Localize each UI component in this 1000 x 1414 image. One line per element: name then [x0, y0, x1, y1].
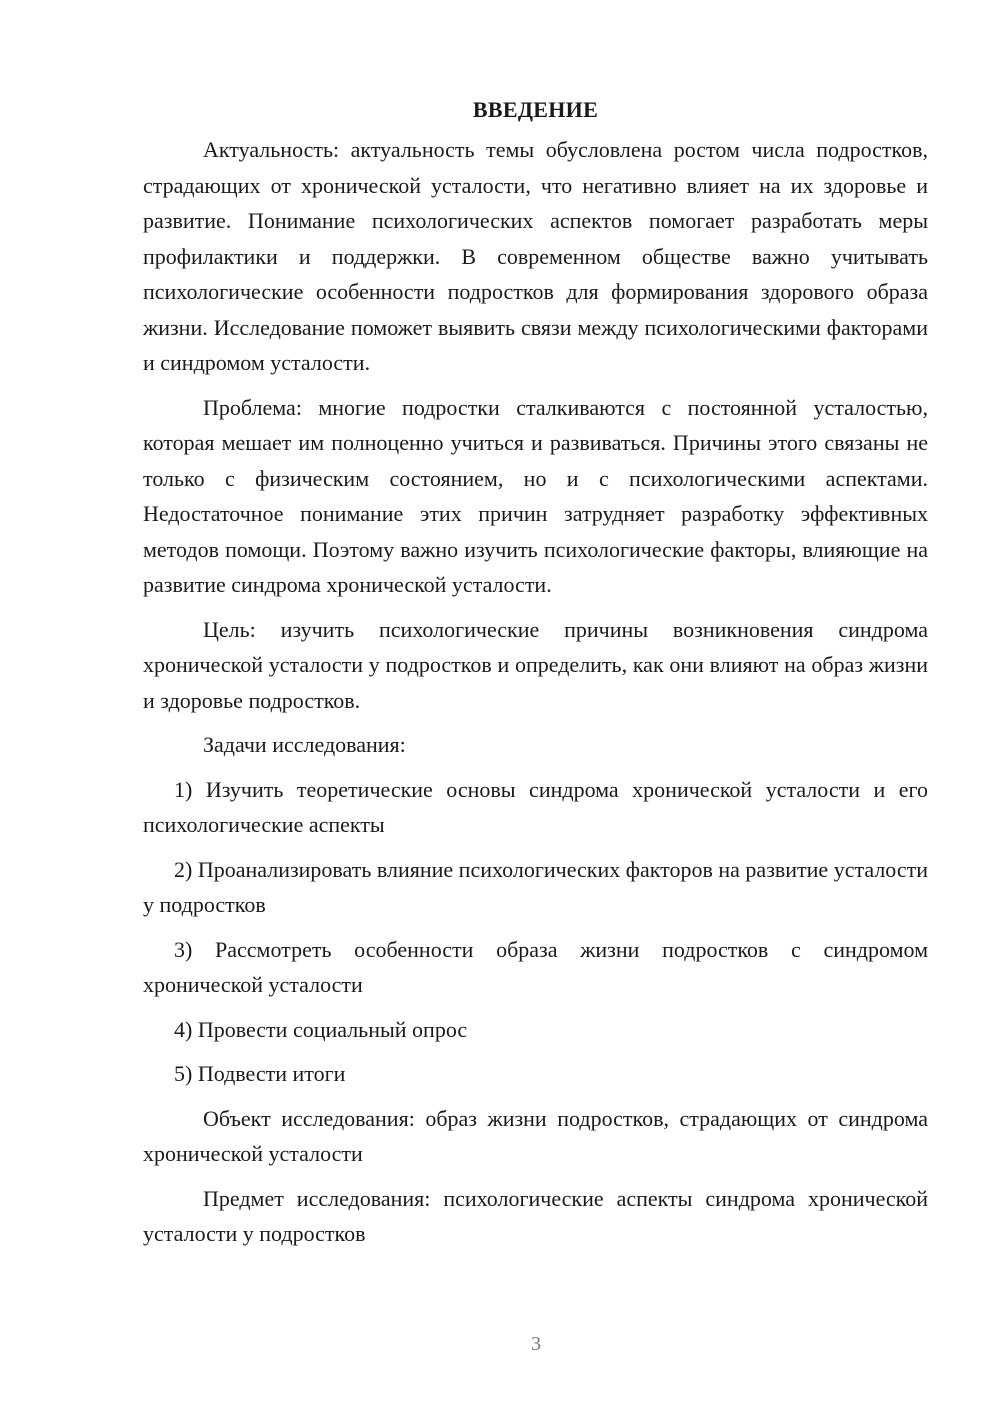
task-item-1: 1) Изучить теоретические основы синдрома хронической усталости и его психологические аспекты: [143, 776, 928, 837]
task-item-3: 3) Рассмотреть особенности образа жизни подростков с синдромом хронической усталости: [143, 936, 928, 997]
task-item-4: 4) Провести социальный опрос: [174, 1016, 468, 1042]
tasks-title: Задачи исследования:: [203, 732, 406, 757]
page-number: 3: [531, 1333, 541, 1355]
object-paragraph: Объект исследования: образ жизни подростков, страдающих от синдрома хронической усталости: [143, 1105, 928, 1166]
document-page: [143, 92, 928, 1261]
relevance-paragraph: Актуальность: актуальность темы обусловлена ростом числа подростков, страдающих от хронической усталости, что негативно влияет на их здоровье и развитие. Понимание психологических аспектов помогает разработать меры профилактики и поддержки. В современном обществе важно учитывать психологические особенности подростков для формирования здорового образа жизни. Исследование поможет выявить связи между психологическими факторами и синдромом усталости.: [143, 137, 928, 375]
page-title: ВВЕДЕНИЕ: [472, 97, 599, 122]
problem-paragraph: Проблема: многие подростки сталкиваются с постоянной усталостью, которая мешает им полноценно учиться и развиваться. Причины этого связаны не только с физическим состоянием, но и с психологическими аспектами. Недостаточное понимание этих причин затрудняет разработку эффективных методов помощи. Поэтому важно изучить психологические факторы, влияющие на развитие синдрома хронической усталости.: [143, 394, 928, 597]
task-item-5: 5) Подвести итоги: [174, 1061, 346, 1086]
task-item-2: 2) Проанализировать влияние психологических факторов на развитие усталости у подростков: [143, 856, 928, 917]
goal-paragraph: Цель: изучить психологические причины возникновения синдрома хронической усталости у подростков и определить, как они влияют на образ жизни и здоровье подростков.: [143, 616, 928, 713]
subject-paragraph: Предмет исследования: психологические аспекты синдрома хронической усталости у подростков: [143, 1185, 928, 1246]
